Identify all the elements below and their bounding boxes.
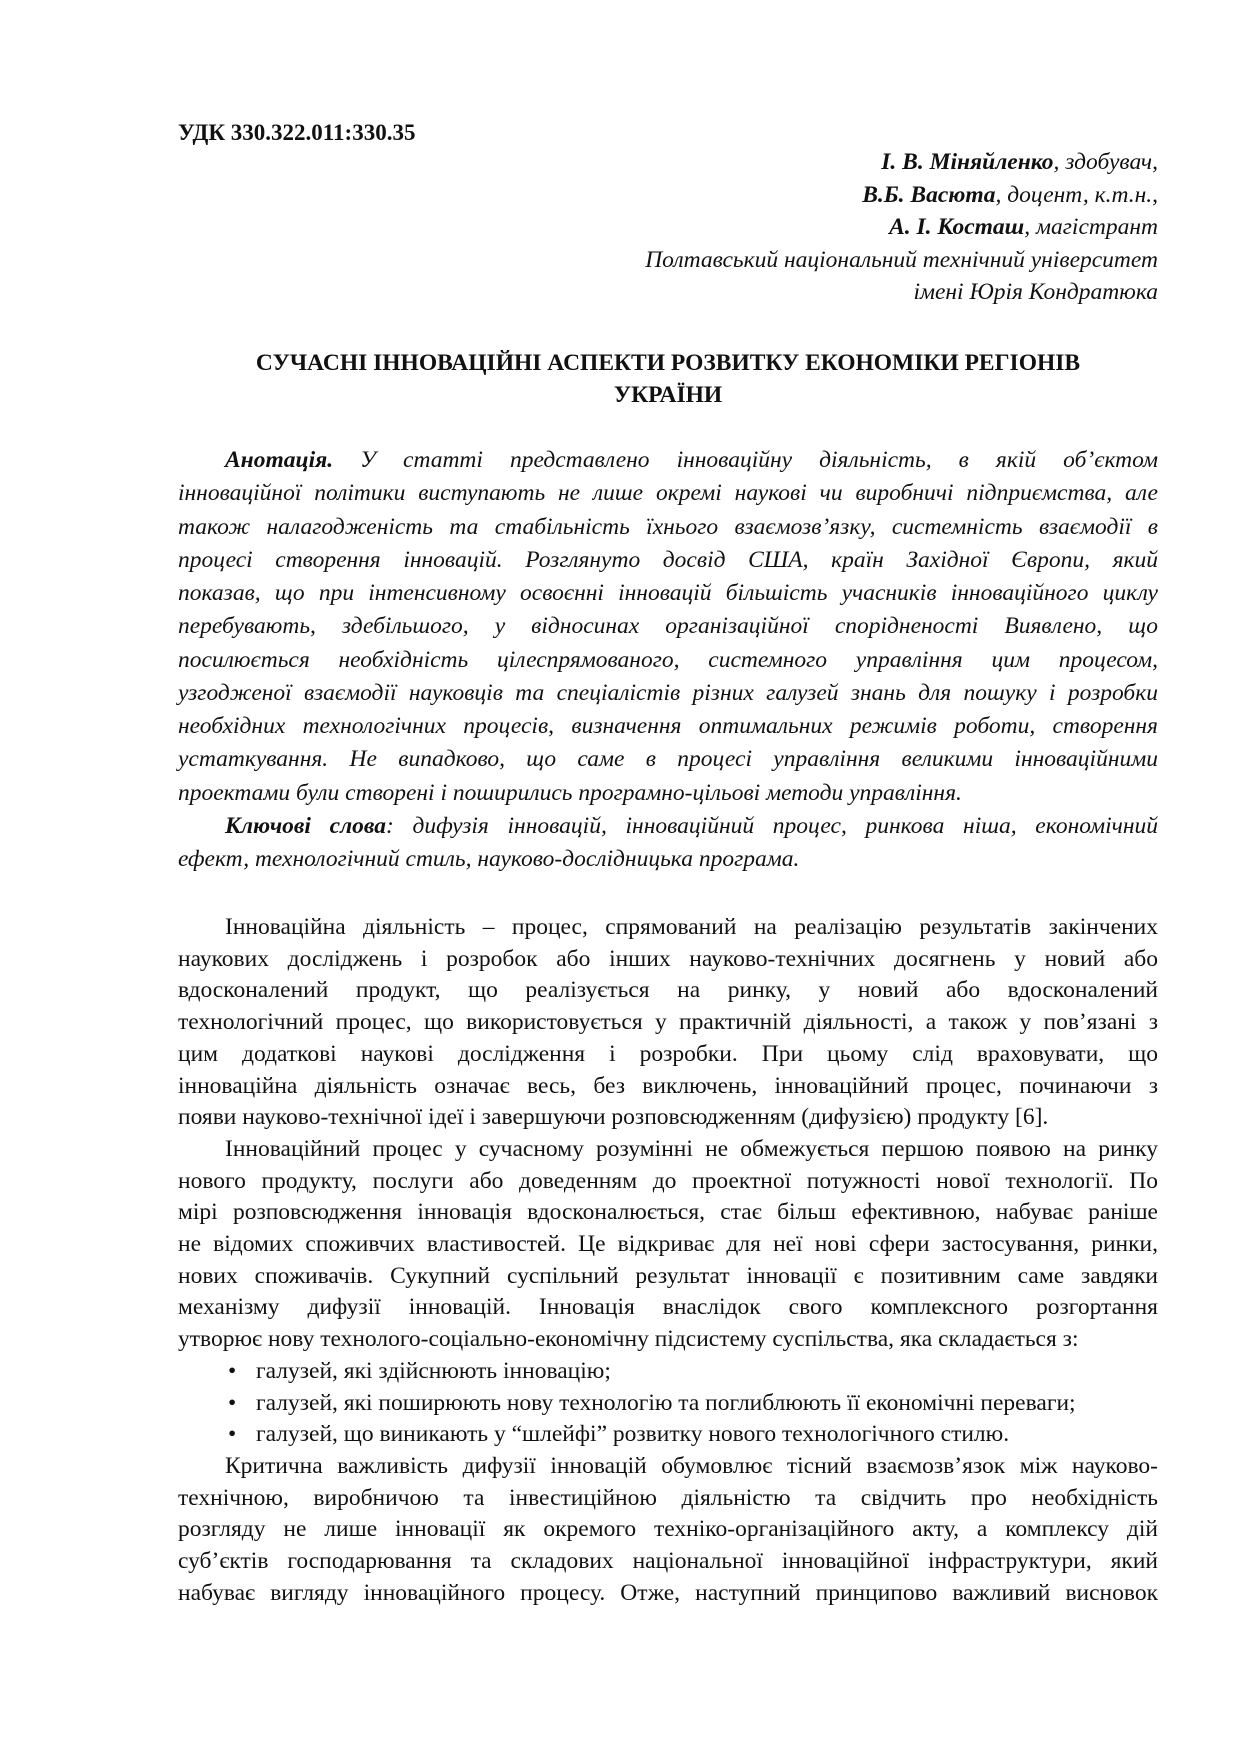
paragraph-line: Інноваційна діяльність – процес, спрямований на реалізацію результатів закінчених [225,914,1158,940]
paragraph-line: мірі розповсюдження інновація вдосконалюється, стає більш ефективною, набуває раніше [178,1199,1158,1226]
abstract-line: проектами були створені і поширились програмно-цільові методи управління. [178,779,962,806]
bullet-text: галузей, що виникають у “шлейфі” розвитку нового технологічного стилю. [256,1421,1010,1448]
paragraph [178,912,1158,1134]
author-line [178,211,1158,244]
paragraph-line: нового продукту, послуги або доведенням до проектної потужності нової технології. По [178,1167,1158,1194]
author-block [178,146,1158,309]
author-name: В.Б. Васюта [862,181,996,208]
paragraph [178,1134,1158,1356]
paragraph-line: не відомих споживчих властивостей. Це відкриває для неї нові сфери застосування, ринки, [178,1231,1158,1258]
affiliation-line: імені Юрія Кондратюка [913,279,1158,305]
affiliation-line: Полтавський національний технічний університет [645,246,1158,273]
bullet-icon: • [228,1421,237,1448]
abstract-line: інноваційної політики виступають не лише окремі наукові чи виробничі підприємства, але [178,480,1158,507]
bullet-text: галузей, які поширюють нову технологію та поглиблюють її економічні переваги; [256,1389,1076,1416]
paragraph-line: набуває вигляду інноваційного процесу. Отже, наступний принципово важливий висновок [178,1579,1158,1606]
author-name: А. І. Косташ [889,214,1025,240]
abstract-line: посилюється необхідність цілеспрямованого, системного управління цим процесом, [178,646,1158,673]
abstract-line: показав, що при інтенсивному освоєнні інновацій більшість учасників інноваційного циклу [178,580,1158,606]
paragraph-line: Інноваційний процес у сучасному розумінні не обмежується першою появою на ринку [225,1135,1158,1162]
paragraph-line: технічною, виробничою та інвестиційною діяльністю та свідчить про необхідність [178,1484,1158,1511]
paragraph-line: суб’єктів господарювання та складових національної інноваційної інфраструктури, який [178,1548,1158,1575]
article-body [178,912,1158,1609]
udc-code: УДК 330.322.011:330.35 [178,120,416,145]
paragraph [178,1451,1158,1610]
abstract-label: Анотація. [225,447,334,473]
keywords-text: : дифузія інновацій, інноваційний процес, ринкова ніша, економічний [386,812,1158,839]
author-line [178,179,1158,212]
paragraph-line: інноваційна діяльність означає весь, без виключень, інноваційний процес, починаючи з [178,1072,1158,1099]
author-role: , магістрант [1024,214,1158,240]
author-role: , доцент, к.т.н., [995,181,1158,208]
abstract-line: устаткування. Не випадково, що саме в процесі управління великими інноваційними [178,746,1158,773]
bullet-item [178,1419,1158,1451]
paragraph-line: утворює нову технолого-соціально-економічну підсистему суспільства, яка складається з: [178,1326,1079,1353]
abstract-section [178,444,1158,876]
abstract-text: У статті представлено інноваційну діяльність, в якій об’єктом [333,447,1158,473]
paragraph-line: вдосконалений продукт, що реалізується на ринку, у новий або вдосконалений [178,977,1158,1004]
author-role: , здобувач, [1053,149,1158,175]
article-title [178,347,1158,411]
abstract-line [178,444,1158,477]
paragraph-line: появи науково-технічної ідеї і завершуючи розповсюдженням (дифузією) продукту [6]. [178,1104,1049,1131]
title-line: СУЧАСНІ ІННОВАЦІЙНІ АСПЕКТИ РОЗВИТКУ ЕКОНОМІКИ РЕГІОНІВ [255,350,1081,376]
bullet-icon: • [228,1389,237,1416]
paragraph-line: нових споживачів. Сукупний суспільний результат інновації є позитивним саме завдяки [178,1262,1158,1289]
abstract-line: перебувають, здебільшого, у відносинах організаційної спорідненості Виявлено, що [178,613,1158,640]
paragraph-line: технологічний процес, що використовується у практичній діяльності, а також у пов’язані з [178,1009,1158,1036]
bullet-text: галузей, які здійснюють інновацію; [256,1357,611,1384]
abstract-line: необхідних технологічних процесів, визначення оптимальних режимів роботи, створення [178,713,1158,739]
paragraph-line: наукових досліджень і розробок або інших науково-технічних досягнень у новий або [178,945,1158,972]
keywords-line [178,810,1158,843]
bullet-icon: • [228,1357,237,1384]
abstract-line: узгодженої взаємодії науковців та спеціалістів різних галузей знань для пошуку і розробки [178,679,1158,706]
abstract-line: також налагодженість та стабільність їхнього взаємозв’язку, системність взаємодії в [178,513,1158,540]
author-name: І. В. Міняйленко [881,149,1054,175]
title-line: УКРАЇНИ [613,382,723,408]
paragraph-line: Критична важливість дифузії інновацій обумовлює тісний взаємозв’язок між науково- [225,1452,1158,1479]
keywords-line: ефект, технологічний стиль, науково-дослідницька програма. [178,846,800,872]
abstract-line: процесі створення інновацій. Розглянуто досвід США, країн Західної Європи, який [178,546,1158,573]
paragraph-line: розгляду не лише інновації як окремого техніко-організаційного акту, а комплексу дій [178,1516,1158,1543]
paragraph-line: механізму дифузії інновацій. Інновація внаслідок свого комплексного розгортання [178,1294,1158,1321]
keywords-label: Ключові слова [225,812,386,839]
bullet-item [178,1388,1158,1420]
paragraph-line: цим додаткові наукові дослідження і розробки. При цьому слід враховувати, що [178,1040,1158,1067]
author-line [178,146,1158,179]
bullet-item [178,1356,1158,1388]
